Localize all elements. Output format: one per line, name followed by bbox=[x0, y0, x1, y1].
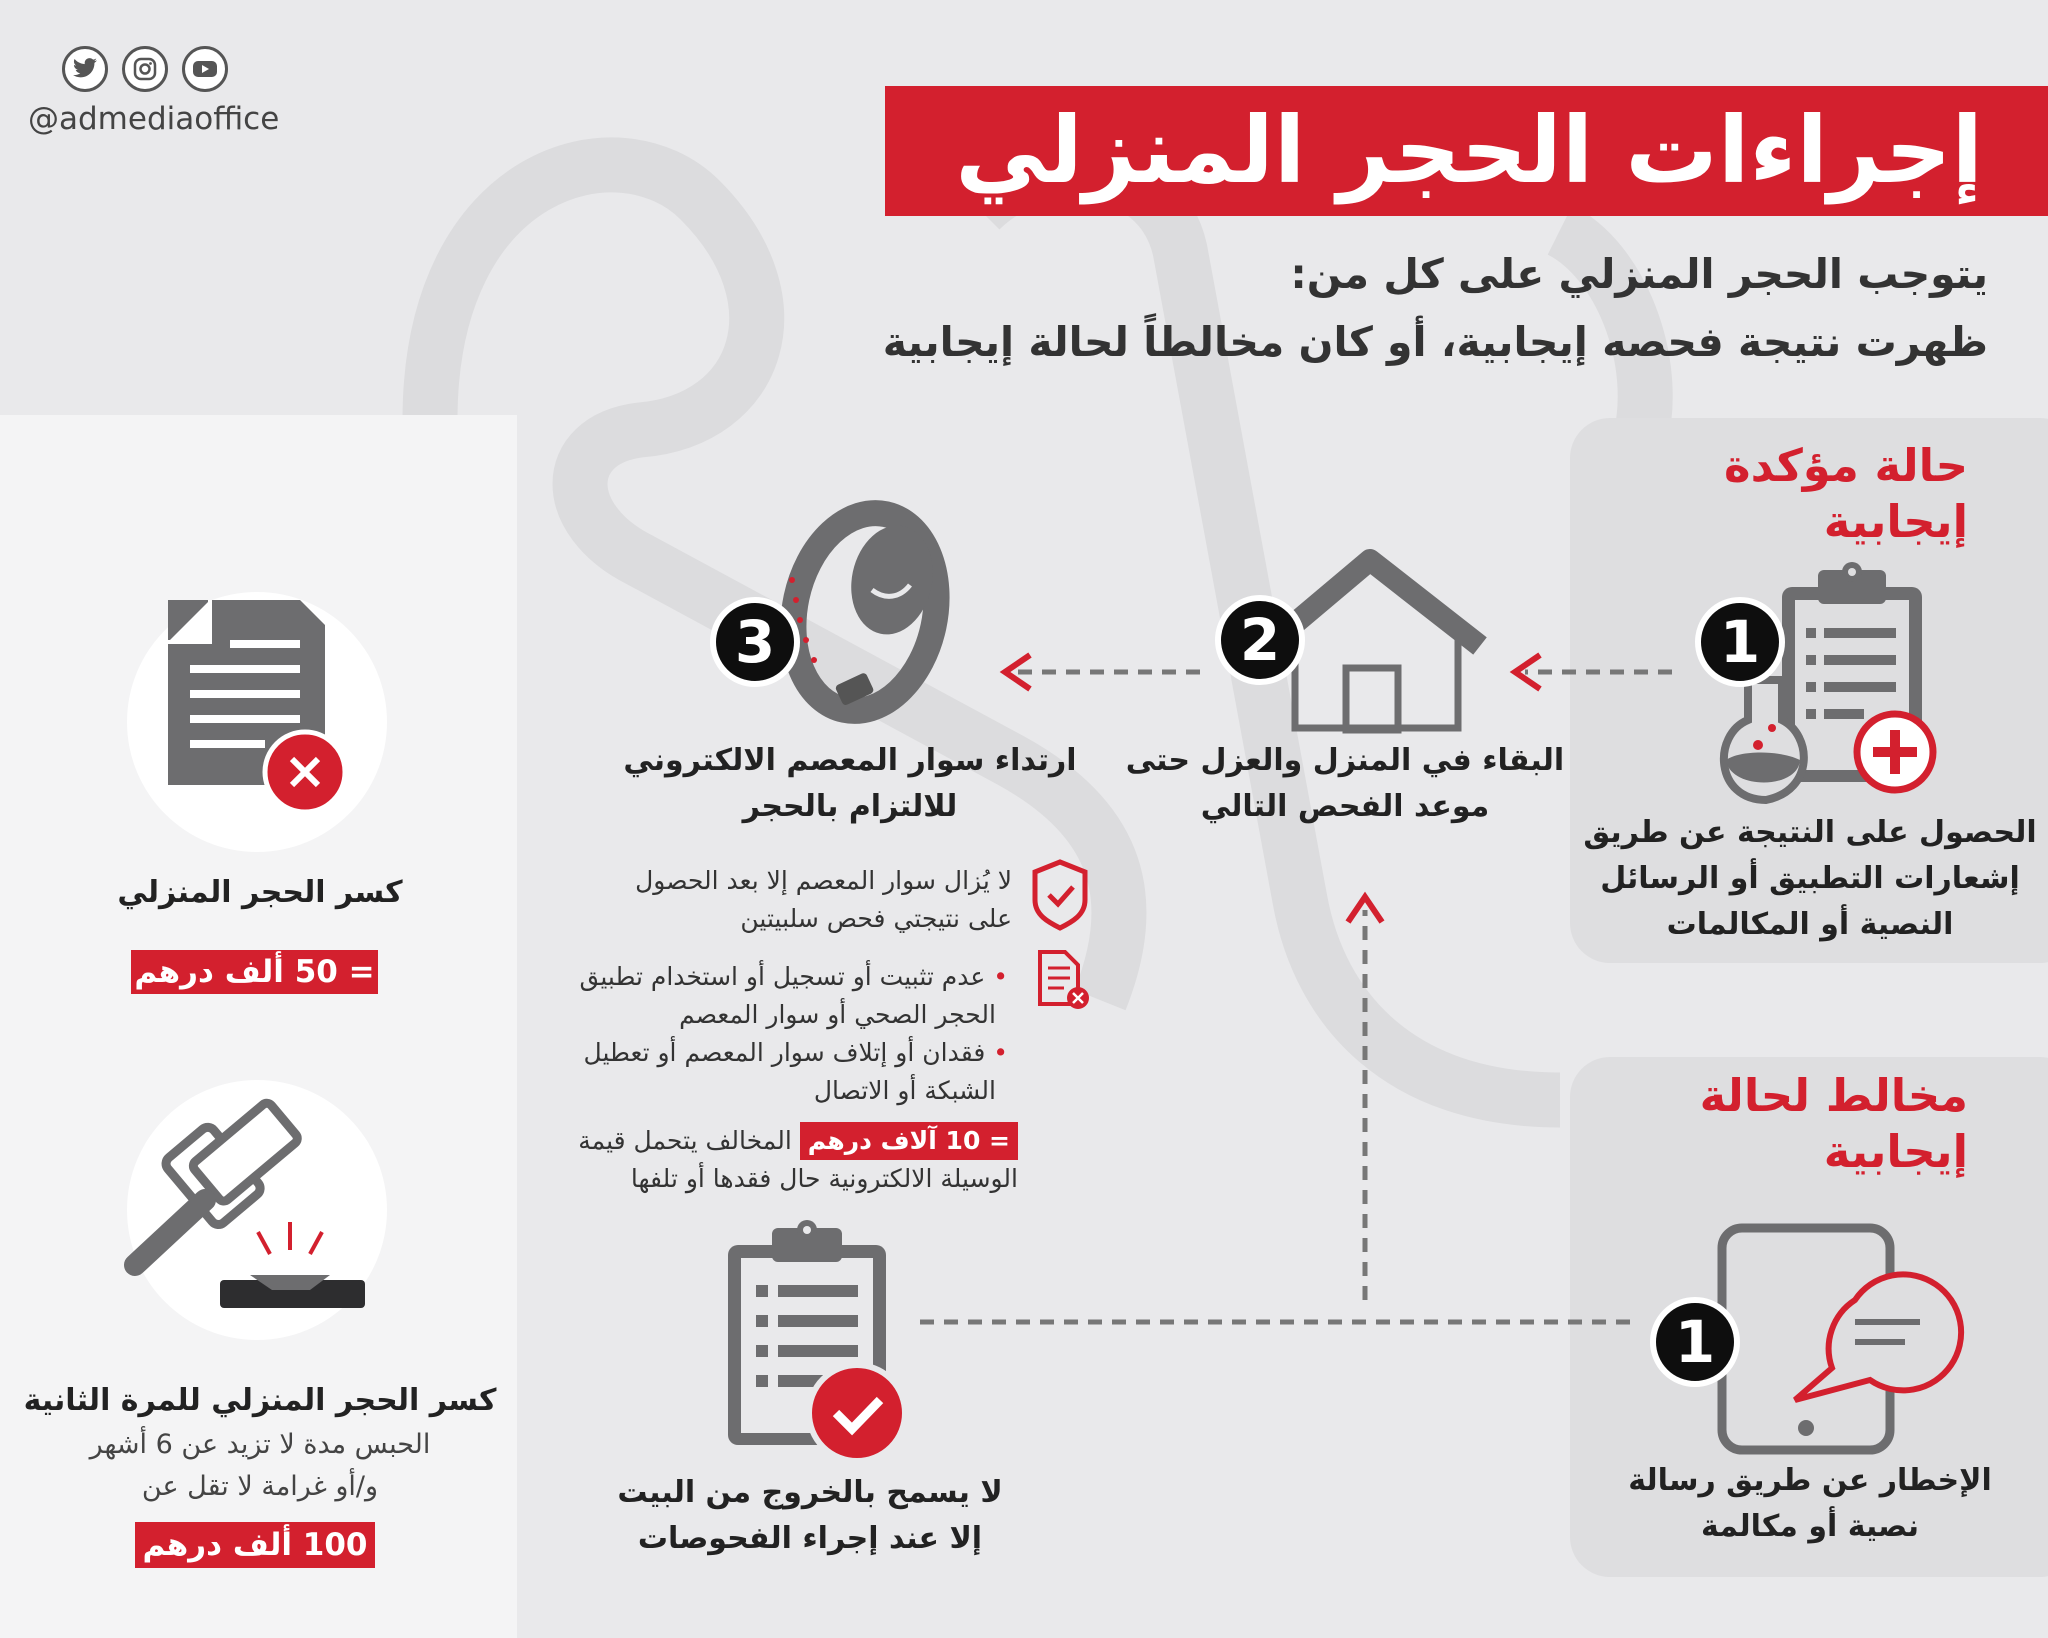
second-breach-details bbox=[40, 1424, 480, 1508]
contact-caption bbox=[1580, 1458, 2040, 1550]
violation-bullets bbox=[508, 958, 1008, 1110]
caption-line: موعد الفحص التالي bbox=[1200, 789, 1490, 824]
detail-line: و/أو غرامة لا تقل عن bbox=[141, 1471, 379, 1502]
caption-line: النصية أو المكالمات bbox=[1666, 907, 1954, 942]
clipboard-check-icon bbox=[728, 1220, 905, 1461]
bullet-line: عدم تثبيت أو تسجيل أو استخدام تطبيق bbox=[579, 962, 986, 991]
phone-message-icon bbox=[1722, 1228, 1961, 1450]
contact-heading-line1: مخالط لحالة bbox=[1699, 1069, 1968, 1122]
caption-line: البقاء في المنزل والعزل حتى bbox=[1125, 743, 1565, 778]
confirmed-heading-line1: حالة مؤكدة bbox=[1724, 439, 1968, 492]
step3-caption bbox=[600, 738, 1100, 830]
arrowhead-icon bbox=[1348, 897, 1382, 922]
contact-step-1-badge: 1 bbox=[1650, 1297, 1740, 1387]
bullet-icon: • bbox=[985, 962, 1008, 991]
bullet-line: الحجر الصحي أو سوار المعصم bbox=[679, 1000, 996, 1029]
intro-line-2: ظهرت نتيجة فحصه إيجابية، أو كان مخالطاً لحالة إيجابية bbox=[882, 318, 1988, 366]
step2-caption bbox=[1120, 738, 1570, 830]
wristband-icon bbox=[776, 500, 955, 725]
confirmed-caption bbox=[1580, 810, 2040, 948]
exit-rule-caption bbox=[560, 1470, 1060, 1562]
shield-check-icon bbox=[1035, 862, 1085, 928]
second-breach-title: كسر الحجر المنزلي للمرة الثانية bbox=[23, 1383, 497, 1418]
note-line: على نتيجتي فحص سلبيتين bbox=[740, 904, 1012, 933]
note-line: لا يُزال سوار المعصم إلا بعد الحصول bbox=[635, 866, 1012, 895]
step-2-badge: 2 bbox=[1215, 595, 1305, 685]
fine-tag: = 10 آلاف درهم bbox=[800, 1122, 1018, 1160]
caption-line: إلا عند إجراء الفحوصات bbox=[637, 1521, 983, 1556]
caption-line: نصية أو مكالمة bbox=[1701, 1509, 1919, 1544]
wristband-removal-note bbox=[512, 862, 1012, 938]
first-breach-title: كسر الحجر المنزلي bbox=[117, 875, 403, 910]
step-3-badge: 3 bbox=[710, 597, 800, 687]
bullet-line: فقدان أو إتلاف سوار المعصم أو تعطيل bbox=[583, 1038, 986, 1067]
caption-line: ارتداء سوار المعصم الالكتروني bbox=[623, 743, 1077, 778]
note-line: المخالف يتحمل قيمة bbox=[578, 1126, 792, 1155]
social-handle: @admediaoffice bbox=[28, 101, 280, 137]
caption-line: الإخطار عن طريق رسالة bbox=[1628, 1463, 1992, 1498]
second-breach-fine: 100 ألف درهم bbox=[135, 1522, 375, 1568]
caption-line: لا يسمح بالخروج من البيت bbox=[617, 1475, 1003, 1510]
first-breach-fine: = 50 ألف درهم bbox=[131, 950, 378, 994]
wristband-fine-note bbox=[518, 1122, 1018, 1198]
contact-heading-line2: إيجابية bbox=[1823, 1125, 1968, 1178]
note-line: الوسيلة الالكترونية حال فقدها أو تلفها bbox=[630, 1164, 1018, 1193]
step-1-badge: 1 bbox=[1695, 597, 1785, 687]
caption-line: للالتزام بالحجر bbox=[742, 789, 958, 824]
intro-line-1: يتوجب الحجر المنزلي على كل من: bbox=[1290, 250, 1988, 298]
document-error-icon bbox=[1040, 952, 1089, 1009]
page-title: إجراءات الحجر المنزلي bbox=[955, 97, 1983, 204]
caption-line: إشعارات التطبيق أو الرسائل bbox=[1600, 861, 2020, 896]
caption-line: الحصول على النتيجة عن طريق bbox=[1583, 815, 2037, 850]
detail-line: الحبس مدة لا تزيد عن 6 أشهر bbox=[89, 1429, 431, 1460]
document-x-icon bbox=[168, 600, 345, 812]
bullet-icon: • bbox=[985, 1038, 1008, 1067]
confirmed-heading-line2: إيجابية bbox=[1823, 495, 1968, 548]
bullet-line: الشبكة أو الاتصال bbox=[813, 1076, 996, 1105]
